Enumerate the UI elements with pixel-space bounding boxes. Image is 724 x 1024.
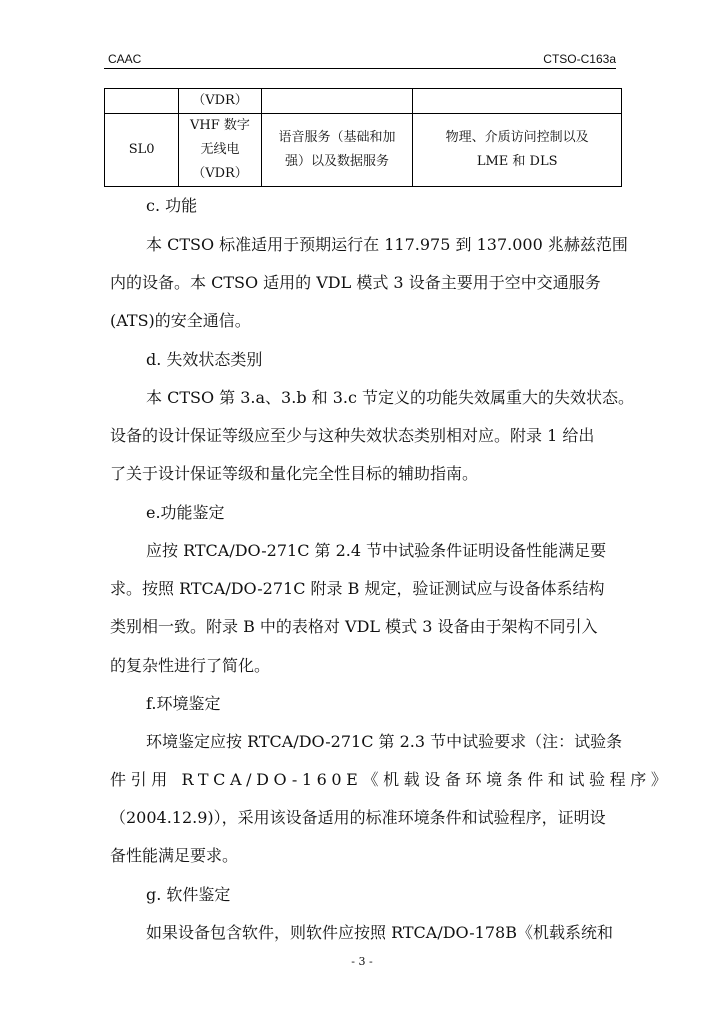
body-line: 内的设备。本 CTSO 适用的 VDL 模式 3 设备主要用于空中交通服务 — [110, 273, 601, 292]
body-line: （2004.12.9)），采用该设备适用的标准环境条件和试验程序，证明设 — [110, 808, 606, 827]
body-line: 本 CTSO 第 3.a、3.b 和 3.c 节定义的功能失效属重大的失效状态。 — [146, 388, 635, 407]
cell-line: 语音服务（基础和加 — [278, 130, 396, 145]
header-org: CAAC — [108, 52, 142, 66]
body-line: (ATS)的安全通信。 — [110, 311, 251, 330]
table-cell — [105, 89, 179, 114]
body-line: 设备的设计保证等级应至少与这种失效状态类别相对应。附录 1 给出 — [110, 426, 595, 445]
body-line: 应按 RTCA/DO-271C 第 2.4 节中试验条件证明设备性能满足要 — [146, 541, 607, 560]
body-line: 件引用 RTCA/DO-160E《机载设备环境条件和试验程序》 — [110, 770, 672, 789]
cell-line: LME 和 DLS — [476, 154, 558, 169]
body-line: 求。按照 RTCA/DO-271C 附录 B 规定，验证测试应与设备体系结构 — [110, 579, 605, 598]
body-line: 了关于设计保证等级和量化完全性目标的辅助指南。 — [110, 464, 479, 483]
table-row — [105, 89, 622, 114]
architecture-table — [104, 88, 622, 187]
table-cell: SL0 — [105, 114, 179, 187]
cell-line: （VDR） — [192, 166, 248, 181]
cell-line: 物理、介质访问控制以及 — [445, 130, 589, 145]
body-line: 的复杂性进行了简化。 — [110, 656, 271, 675]
cell-line: 无线电 — [200, 142, 240, 157]
body-line: 环境鉴定应按 RTCA/DO-271C 第 2.3 节中试验要求（注：试验条 — [146, 732, 623, 751]
section-heading: g. 软件鉴定 — [146, 885, 231, 904]
table-cell — [413, 89, 622, 114]
page-header — [104, 48, 616, 69]
table-row — [105, 114, 622, 187]
table-cell — [261, 114, 413, 187]
body-line: 备性能满足要求。 — [110, 846, 239, 865]
table-cell: （VDR） — [179, 89, 261, 114]
table-cell — [261, 89, 413, 114]
cell-line: 强）以及数据服务 — [285, 154, 390, 169]
header-doc-id: CTSO-C163a — [543, 52, 616, 66]
page-number: - 3 - — [351, 955, 373, 968]
table-cell — [179, 114, 261, 187]
section-heading: c. 功能 — [146, 196, 198, 215]
cell-line: VHF 数字 — [190, 118, 250, 133]
section-heading: d. 失效状态类别 — [146, 350, 263, 369]
table-cell — [413, 114, 622, 187]
section-heading: f.环境鉴定 — [146, 694, 221, 713]
section-heading: e.功能鉴定 — [146, 503, 225, 522]
body-line: 类别相一致。附录 B 中的表格对 VDL 模式 3 设备由于架构不同引入 — [110, 617, 598, 636]
body-line: 本 CTSO 标准适用于预期运行在 117.975 到 137.000 兆赫兹范围 — [146, 235, 628, 254]
body-line: 如果设备包含软件，则软件应按照 RTCA/DO-178B《机载系统和 — [146, 923, 613, 942]
